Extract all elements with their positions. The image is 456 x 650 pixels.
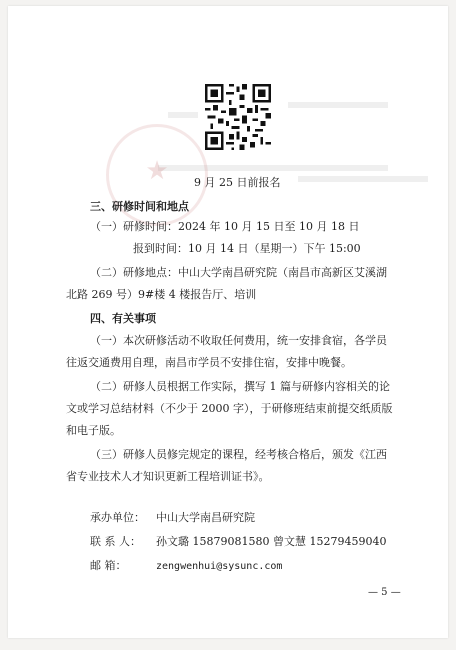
notice-item-2: （二）研修人员根据工作实际，撰写 1 篇与研修内容相关的论 <box>90 380 390 393</box>
check-in-time: 报到时间：10 月 14 日（星期一）下午 15:00 <box>133 242 361 255</box>
notice-item-3: （三）研修人员修完规定的课程，经考核合格后，颁发《江西 <box>90 448 387 461</box>
notice-item-1-continued: 往返交通费用自理，南昌市学员不安排住宿，安排中晚餐。 <box>66 356 352 369</box>
document-page <box>8 6 448 638</box>
notice-item-3-continued: 省专业技术人才知识更新工程培训证书》。 <box>66 470 270 483</box>
study-location: （二）研修地点：中山大学南昌研究院（南昌市高新区艾溪湖 <box>90 266 387 279</box>
bleed-through-text <box>288 102 388 108</box>
notice-item-1: （一）本次研修活动不收取任何费用，统一安排食宿，各学员 <box>90 334 387 347</box>
bleed-through-text <box>298 176 428 182</box>
section-3-heading: 三、研修时间和地点 <box>90 200 189 213</box>
contact-label: 联 系 人： <box>90 535 141 548</box>
organizer-label: 承办单位： <box>90 511 145 524</box>
notice-item-2-continued: 文或学习总结材料（不少于 2000 字），于研修班结束前提交纸质版 <box>66 402 393 415</box>
email-label: 邮 箱： <box>90 559 127 572</box>
qr-code[interactable] <box>205 84 271 150</box>
registration-deadline: 9 月 25 日前报名 <box>194 176 281 189</box>
notice-item-2-end: 和电子版。 <box>66 424 121 437</box>
section-4-heading: 四、有关事项 <box>90 312 156 325</box>
email-value[interactable]: zengwenhui@sysunc.com <box>156 561 283 572</box>
seal-star-icon: ★ <box>145 156 169 186</box>
contact-value: 孙文璐 15879081580 曾文慧 15279459040 <box>156 535 387 548</box>
study-location-continued: 北路 269 号）9#楼 4 楼报告厅、培训 <box>66 288 257 301</box>
study-time: （一）研修时间：2024 年 10 月 15 日至 10 月 18 日 <box>90 220 360 233</box>
page-number: — 5 — <box>368 587 401 598</box>
organizer-value: 中山大学南昌研究院 <box>156 511 255 524</box>
bleed-through-text <box>168 112 198 118</box>
